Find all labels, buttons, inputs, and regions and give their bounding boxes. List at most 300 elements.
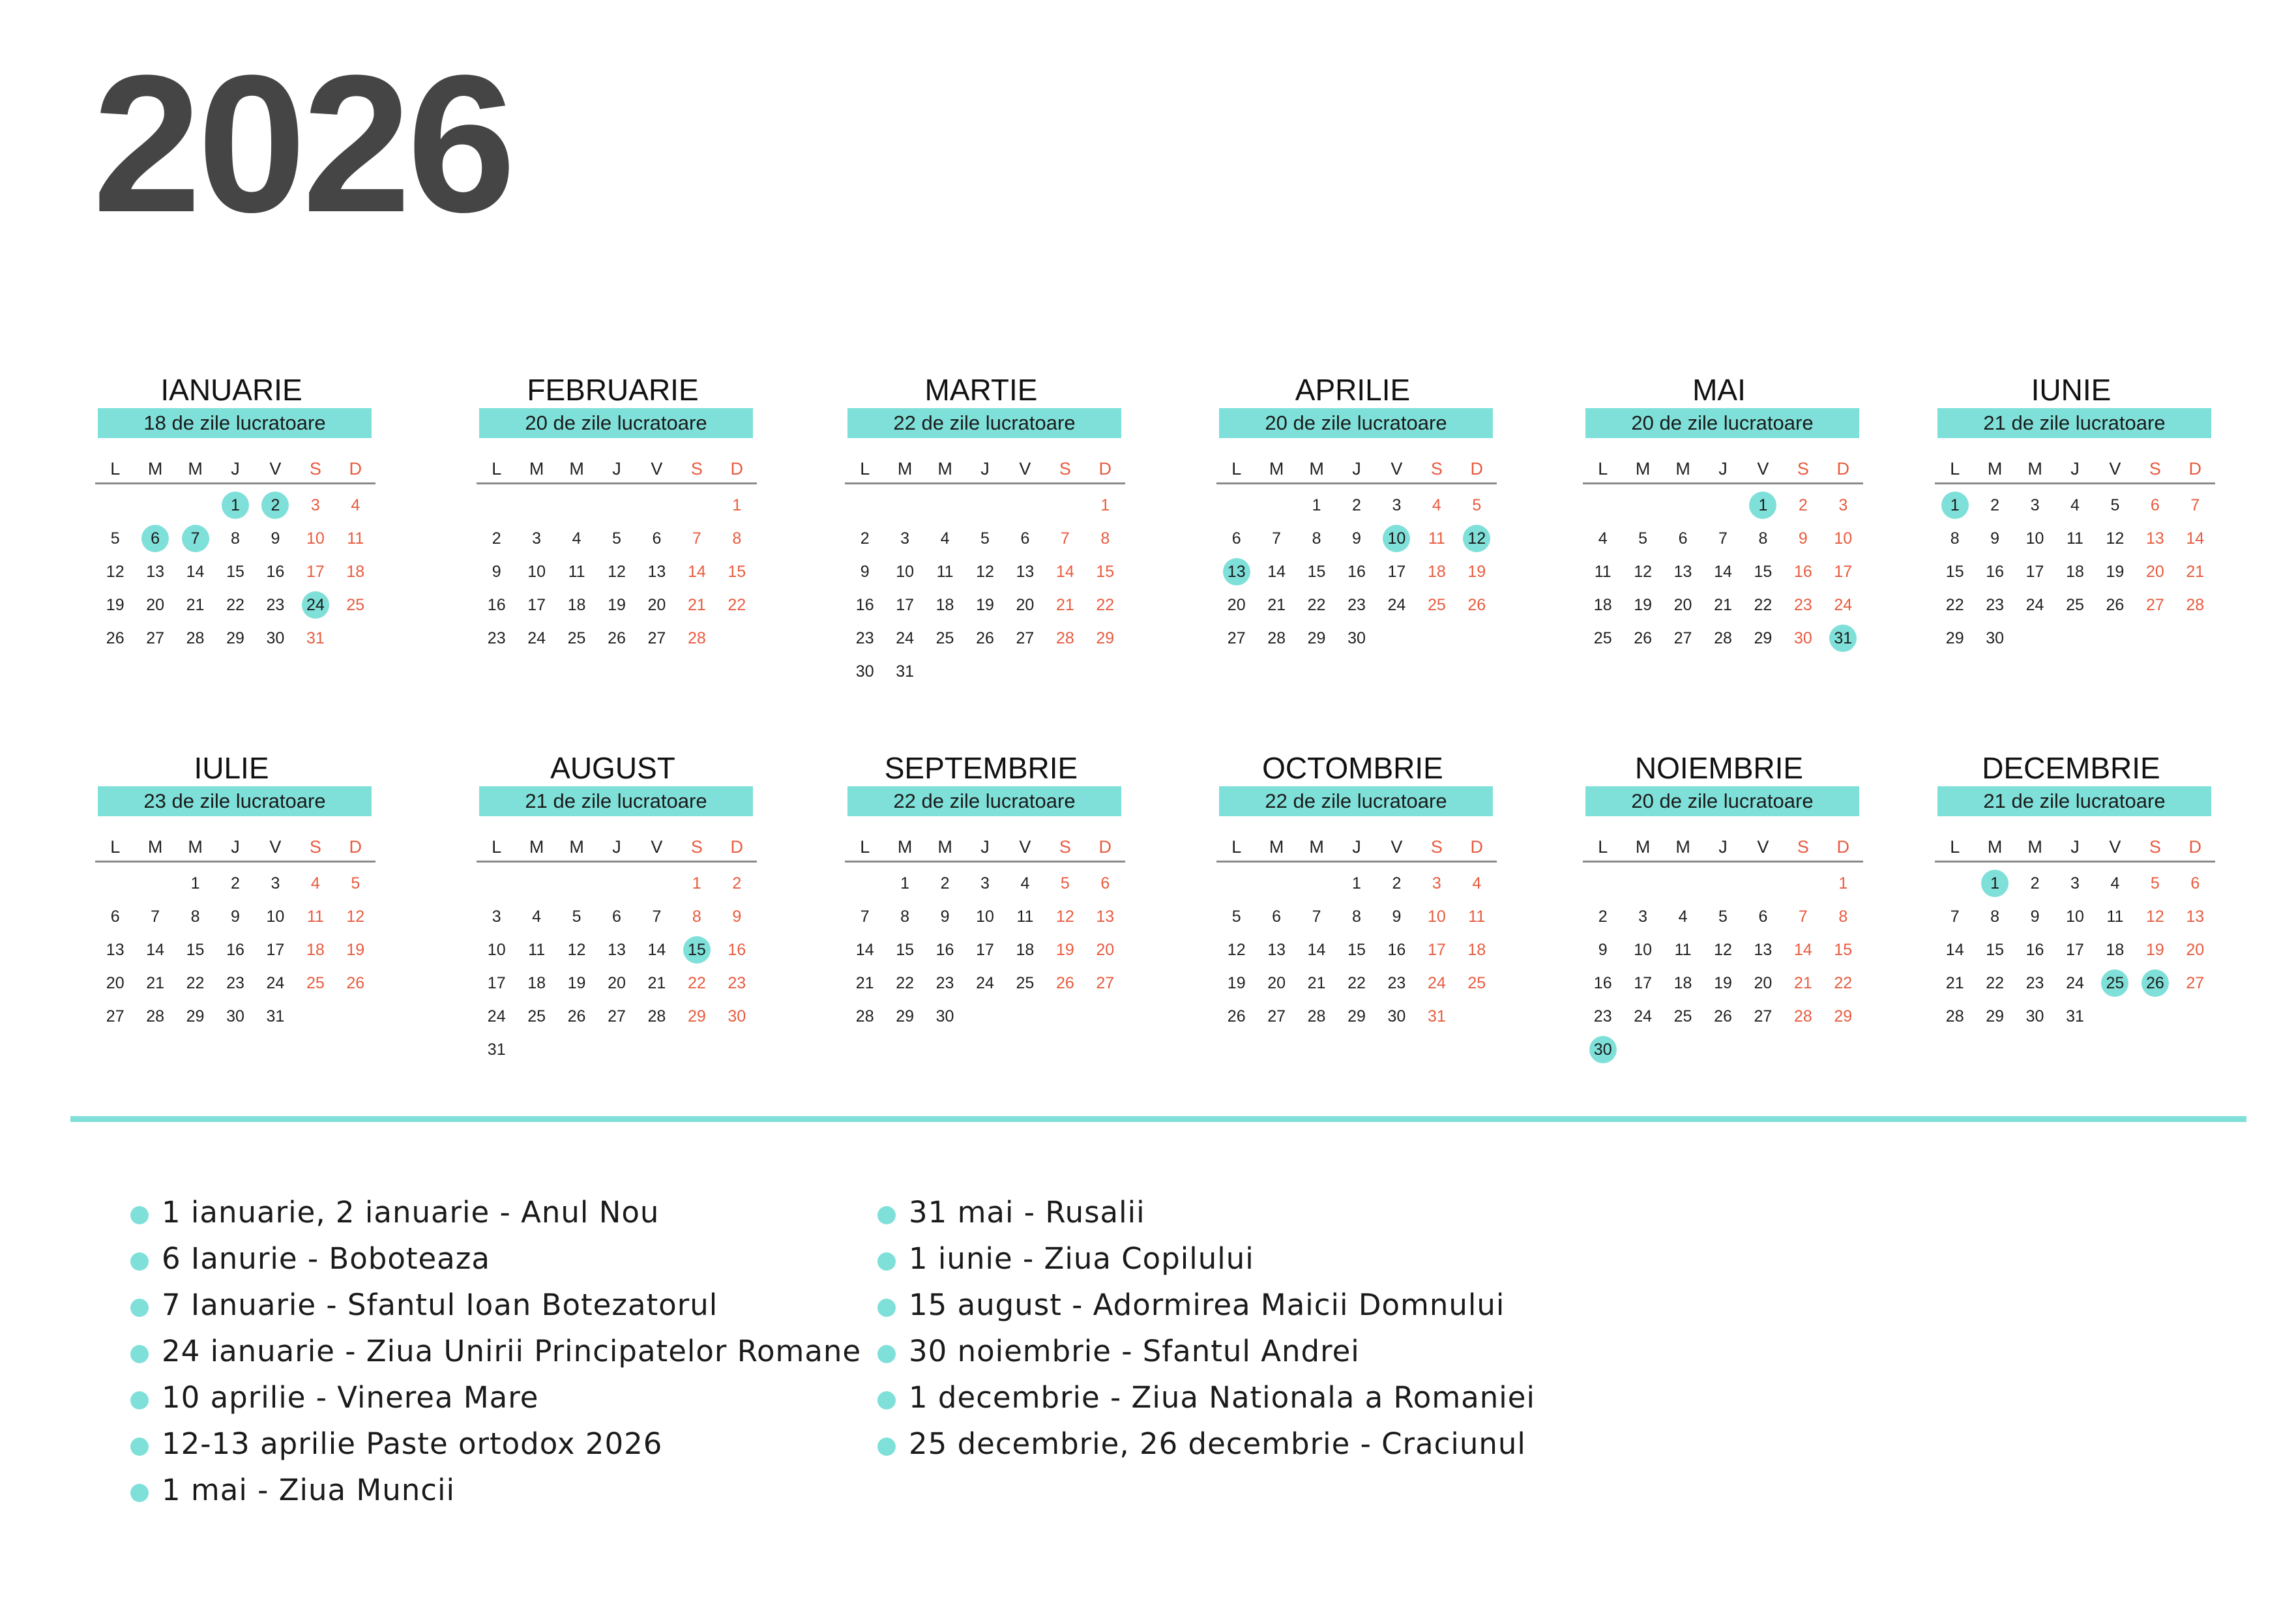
weekday-label: L [492, 837, 502, 857]
day-cell: 5 [2150, 874, 2160, 893]
weekday-label: M [2027, 837, 2042, 857]
day-cell: 6 [1020, 529, 1030, 548]
day-cell: 24 [1427, 973, 1446, 992]
day-cell: 30 [266, 628, 285, 647]
workdays-badge: 20 de zile lucratoare [1219, 408, 1493, 438]
empty-cell [1583, 866, 1623, 900]
weekday-label: S [690, 837, 703, 857]
day-cell: 26 [976, 628, 994, 647]
day-cell: 24 [1634, 1007, 1653, 1026]
day-cell: 27 [1754, 1007, 1773, 1026]
day-cell: 29 [226, 628, 244, 647]
empty-cell [1743, 866, 1783, 900]
weekday-label: M [188, 459, 203, 479]
day-cell: 24 [2066, 973, 2084, 992]
day-cell: 15 [1754, 562, 1773, 581]
day-cell: 2 [231, 874, 240, 893]
weekday-label: S [1059, 837, 1071, 857]
day-cell: 17 [976, 940, 994, 959]
day-cell: 13 [1754, 940, 1773, 959]
day-cell: 20 [608, 973, 626, 992]
weekday-label: D [1470, 459, 1484, 479]
weekday-label: D [349, 837, 362, 857]
day-cell: 4 [310, 874, 320, 893]
day-cell: 3 [310, 495, 320, 514]
day-cell: 31 [487, 1040, 506, 1059]
day-cell: 25 [306, 973, 325, 992]
day-cell: 19 [567, 973, 586, 992]
day-cell: 12 [976, 562, 994, 581]
weekday-label: M [1635, 837, 1651, 857]
weekday-label: S [1797, 837, 1809, 857]
empty-cell [1663, 488, 1703, 522]
day-cell: 12 [106, 562, 125, 581]
day-cell: 20 [146, 595, 165, 614]
day-cell: 30 [935, 1007, 954, 1026]
workdays-badge: 22 de zile lucratoare [847, 786, 1121, 816]
day-cell: 24 [1387, 595, 1406, 614]
day-cell: 20 [1267, 973, 1286, 992]
day-cell: 5 [612, 529, 621, 548]
month-iulie [91, 750, 378, 1033]
day-cell: 17 [1634, 973, 1653, 992]
day-cell: 13 [1673, 562, 1692, 581]
weekday-label: J [2070, 459, 2080, 479]
weekday-label: J [1352, 837, 1361, 857]
day-cell: 10 [266, 907, 285, 926]
day-cell: 8 [1758, 529, 1768, 548]
empty-cell [596, 866, 636, 900]
day-cell: 17 [1387, 562, 1406, 581]
day-cell: 3 [271, 874, 280, 893]
day-cell: 16 [1793, 562, 1812, 581]
weekday-label: M [569, 837, 584, 857]
day-cell: 17 [527, 595, 546, 614]
day-cell: 22 [1096, 595, 1115, 614]
weekday-label: M [529, 837, 544, 857]
day-cell: 12 [608, 562, 626, 581]
day-cell: 18 [1427, 562, 1446, 581]
day-cell: 7 [1718, 529, 1728, 548]
day-cell: 30 [226, 1007, 244, 1026]
month-name: OCTOMBRIE [1262, 751, 1443, 785]
empty-cell [477, 488, 516, 522]
day-cell: 8 [190, 907, 200, 926]
day-cell: 8 [1100, 529, 1110, 548]
month-mai [1579, 372, 1866, 655]
day-cell: 4 [1598, 529, 1608, 548]
day-cell: 26 [1055, 973, 1074, 992]
empty-cell [557, 488, 596, 522]
day-cell: 20 [647, 595, 666, 614]
days-grid [95, 866, 375, 1033]
day-cell: 3 [1638, 907, 1648, 926]
day-cell: 27 [2186, 973, 2205, 992]
day-cell: 27 [1267, 1007, 1286, 1026]
day-cell: 23 [226, 973, 244, 992]
day-cell: 5 [1231, 907, 1241, 926]
day-cell: 11 [528, 940, 546, 959]
day-cell: 15 [1986, 940, 2005, 959]
day-cell: 9 [1798, 529, 1808, 548]
day-cell: 25 [2066, 595, 2084, 614]
day-cell: 4 [940, 529, 950, 548]
empty-cell [516, 866, 556, 900]
day-cell: 6 [1678, 529, 1688, 548]
empty-cell [845, 488, 885, 522]
holiday-day: 30 [1583, 1033, 1623, 1066]
day-cell: 14 [1714, 562, 1732, 581]
day-cell: 8 [1312, 529, 1321, 548]
day-cell: 17 [2066, 940, 2084, 959]
weekday-label: M [1675, 459, 1690, 479]
holiday-day: 1 [1975, 866, 2014, 900]
empty-cell [885, 488, 924, 522]
day-cell: 21 [687, 595, 706, 614]
day-cell: 20 [1096, 940, 1115, 959]
day-cell: 12 [1055, 907, 1074, 926]
day-cell: 5 [1472, 495, 1482, 514]
day-cell: 22 [226, 595, 244, 614]
day-cell: 29 [1307, 628, 1326, 647]
day-cell: 18 [527, 973, 546, 992]
day-cell: 19 [1227, 973, 1246, 992]
day-cell: 28 [1793, 1007, 1812, 1026]
day-cell: 6 [1231, 529, 1241, 548]
day-cell: 25 [567, 628, 586, 647]
workdays-badge: 23 de zile lucratoare [98, 786, 372, 816]
weekday-header [1216, 833, 1497, 863]
day-cell: 2 [860, 529, 870, 548]
weekday-label: S [1430, 459, 1443, 479]
day-cell: 7 [1312, 907, 1321, 926]
day-cell: 13 [647, 562, 666, 581]
holiday-list-left [130, 1193, 861, 1517]
weekday-label: D [730, 459, 744, 479]
day-cell: 30 [855, 662, 874, 681]
day-cell: 10 [2025, 529, 2044, 548]
day-cell: 17 [487, 973, 506, 992]
month-name: DECEMBRIE [1982, 751, 2160, 785]
day-cell: 9 [1352, 529, 1361, 548]
day-cell: 3 [1432, 874, 1441, 893]
day-cell: 2 [492, 529, 501, 548]
weekday-label: S [1059, 459, 1071, 479]
day-cell: 28 [1267, 628, 1286, 647]
day-cell: 21 [2186, 562, 2205, 581]
day-cell: 26 [106, 628, 125, 647]
day-cell: 27 [1227, 628, 1246, 647]
day-cell: 23 [1387, 973, 1406, 992]
weekday-header [95, 833, 375, 863]
holiday-day: 1 [1743, 488, 1783, 522]
weekday-label: V [1757, 459, 1769, 479]
day-cell: 29 [1945, 628, 1964, 647]
weekday-header [1583, 455, 1863, 484]
day-cell: 31 [266, 1007, 285, 1026]
weekday-label: L [860, 837, 870, 857]
weekday-label: S [1430, 837, 1443, 857]
holiday-item: 31 mai - Rusalii [877, 1193, 1535, 1239]
day-cell: 19 [346, 940, 365, 959]
holiday-item: 12-13 aprilie Paste ortodox 2026 [130, 1425, 861, 1471]
workdays-badge: 22 de zile lucratoare [1219, 786, 1493, 816]
day-cell: 22 [1347, 973, 1366, 992]
holiday-item: 24 ianuarie - Ziua Unirii Principatelor Romane [130, 1332, 861, 1378]
weekday-label: D [349, 459, 362, 479]
day-cell: 12 [2145, 907, 2164, 926]
month-decembrie [1931, 750, 2218, 1033]
day-cell: 25 [527, 1007, 546, 1026]
day-cell: 9 [2030, 907, 2040, 926]
day-cell: 23 [728, 973, 746, 992]
day-cell: 28 [647, 1007, 666, 1026]
day-cell: 16 [266, 562, 285, 581]
days-grid [845, 866, 1125, 1033]
day-cell: 28 [186, 628, 205, 647]
day-cell: 10 [1634, 940, 1653, 959]
day-cell: 21 [1267, 595, 1286, 614]
empty-cell [1005, 488, 1045, 522]
holiday-day: 31 [1823, 621, 1863, 655]
weekday-header [1935, 833, 2215, 863]
day-cell: 26 [608, 628, 626, 647]
weekday-label: M [1987, 459, 2003, 479]
day-cell: 8 [231, 529, 240, 548]
day-cell: 30 [1347, 628, 1366, 647]
month-name: IULIE [194, 751, 269, 785]
day-cell: 7 [1798, 907, 1808, 926]
days-grid [1583, 866, 1863, 1066]
day-cell: 17 [2025, 562, 2044, 581]
empty-cell [95, 866, 135, 900]
day-cell: 12 [567, 940, 586, 959]
day-cell: 14 [1055, 562, 1074, 581]
day-cell: 22 [728, 595, 746, 614]
weekday-label: J [231, 837, 240, 857]
day-cell: 16 [226, 940, 244, 959]
day-cell: 25 [935, 628, 954, 647]
day-cell: 24 [527, 628, 546, 647]
day-cell: 2 [2030, 874, 2040, 893]
weekday-label: L [860, 459, 870, 479]
weekday-label: M [897, 837, 913, 857]
weekday-label: V [269, 837, 282, 857]
workdays-badge: 21 de zile lucratoare [1937, 408, 2211, 438]
day-cell: 18 [1467, 940, 1486, 959]
weekday-label: S [2149, 459, 2161, 479]
weekday-label: D [2188, 837, 2202, 857]
day-cell: 26 [567, 1007, 586, 1026]
holiday-item: 6 Ianurie - Boboteaza [130, 1239, 861, 1286]
day-cell: 15 [1347, 940, 1366, 959]
day-cell: 16 [1593, 973, 1612, 992]
weekday-label: V [651, 837, 663, 857]
day-cell: 22 [896, 973, 915, 992]
day-cell: 21 [1307, 973, 1326, 992]
weekday-label: V [1391, 837, 1403, 857]
holiday-day: 10 [1377, 522, 1417, 555]
day-cell: 3 [900, 529, 910, 548]
weekday-label: M [1269, 459, 1284, 479]
day-cell: 29 [1754, 628, 1773, 647]
day-cell: 14 [1267, 562, 1286, 581]
day-cell: 29 [186, 1007, 205, 1026]
day-cell: 1 [900, 874, 910, 893]
day-cell: 13 [2145, 529, 2164, 548]
weekday-label: S [690, 459, 703, 479]
day-cell: 18 [1673, 973, 1692, 992]
year-title: 2026 [93, 34, 512, 253]
day-cell: 18 [1016, 940, 1035, 959]
empty-cell [677, 488, 716, 522]
day-cell: 1 [692, 874, 701, 893]
day-cell: 15 [1096, 562, 1115, 581]
weekday-header [1216, 455, 1497, 484]
day-cell: 9 [940, 907, 950, 926]
day-cell: 3 [1838, 495, 1848, 514]
weekday-label: M [1675, 837, 1690, 857]
holiday-day: 25 [2095, 966, 2135, 999]
day-cell: 27 [1016, 628, 1035, 647]
day-cell: 28 [1307, 1007, 1326, 1026]
day-cell: 13 [106, 940, 125, 959]
divider-line [70, 1116, 2246, 1122]
day-cell: 28 [855, 1007, 874, 1026]
holiday-day: 24 [295, 588, 335, 621]
weekday-label: L [1598, 837, 1608, 857]
day-cell: 13 [146, 562, 165, 581]
month-name: SEPTEMBRIE [884, 751, 1078, 785]
day-cell: 7 [1060, 529, 1070, 548]
day-cell: 17 [266, 940, 285, 959]
day-cell: 4 [2070, 495, 2080, 514]
day-cell: 9 [271, 529, 280, 548]
day-cell: 6 [2190, 874, 2200, 893]
day-cell: 12 [1634, 562, 1653, 581]
day-cell: 30 [2025, 1007, 2044, 1026]
day-cell: 3 [980, 874, 990, 893]
empty-cell [1583, 488, 1623, 522]
day-cell: 26 [1227, 1007, 1246, 1026]
holiday-day: 12 [1457, 522, 1497, 555]
day-cell: 16 [2025, 940, 2044, 959]
day-cell: 23 [2025, 973, 2044, 992]
day-cell: 20 [2186, 940, 2205, 959]
weekday-label: V [651, 459, 663, 479]
day-cell: 23 [935, 973, 954, 992]
day-cell: 8 [1838, 907, 1848, 926]
empty-cell [965, 488, 1005, 522]
day-cell: 6 [612, 907, 621, 926]
month-februarie [473, 372, 759, 655]
workdays-badge: 20 de zile lucratoare [1585, 786, 1859, 816]
day-cell: 26 [1634, 628, 1653, 647]
empty-cell [845, 866, 885, 900]
holiday-day: 7 [175, 522, 215, 555]
holiday-list-right [877, 1193, 1535, 1471]
day-cell: 24 [487, 1007, 506, 1026]
day-cell: 21 [1793, 973, 1812, 992]
day-cell: 18 [935, 595, 954, 614]
day-cell: 21 [1714, 595, 1732, 614]
empty-cell [637, 866, 677, 900]
day-cell: 10 [976, 907, 994, 926]
day-cell: 15 [1834, 940, 1853, 959]
day-cell: 11 [1428, 529, 1445, 548]
day-cell: 13 [1267, 940, 1286, 959]
day-cell: 15 [226, 562, 244, 581]
day-cell: 28 [146, 1007, 165, 1026]
holiday-day: 1 [1935, 488, 1975, 522]
day-cell: 25 [1016, 973, 1035, 992]
day-cell: 21 [186, 595, 205, 614]
holiday-item: 1 iunie - Ziua Copilului [877, 1239, 1535, 1286]
day-cell: 18 [1593, 595, 1612, 614]
day-cell: 2 [940, 874, 950, 893]
day-cell: 5 [572, 907, 581, 926]
days-grid [1216, 488, 1497, 655]
day-cell: 17 [306, 562, 325, 581]
empty-cell [1256, 488, 1296, 522]
weekday-header [845, 833, 1125, 863]
day-cell: 15 [1945, 562, 1964, 581]
day-cell: 14 [647, 940, 666, 959]
day-cell: 20 [2145, 562, 2164, 581]
weekday-label: L [1950, 459, 1960, 479]
weekday-header [477, 833, 757, 863]
day-cell: 19 [106, 595, 125, 614]
day-cell: 14 [2186, 529, 2205, 548]
day-cell: 9 [231, 907, 240, 926]
empty-cell [1297, 866, 1336, 900]
day-cell: 8 [1990, 907, 2000, 926]
weekday-label: D [1098, 459, 1112, 479]
holiday-day: 2 [256, 488, 295, 522]
day-cell: 28 [1055, 628, 1074, 647]
month-name: AUGUST [550, 751, 675, 785]
month-octombrie [1213, 750, 1499, 1033]
weekday-label: J [1352, 459, 1361, 479]
empty-cell [1703, 488, 1743, 522]
day-cell: 26 [2106, 595, 2125, 614]
day-cell: 29 [1096, 628, 1115, 647]
weekday-label: V [2109, 837, 2121, 857]
day-cell: 11 [2067, 529, 2083, 548]
day-cell: 26 [346, 973, 365, 992]
day-cell: 2 [1392, 874, 1402, 893]
weekday-label: M [529, 459, 544, 479]
day-cell: 27 [106, 1007, 125, 1026]
day-cell: 22 [1945, 595, 1964, 614]
month-noiembrie [1579, 750, 1866, 1066]
empty-cell [1216, 488, 1256, 522]
weekday-label: M [569, 459, 584, 479]
day-cell: 8 [1352, 907, 1361, 926]
empty-cell [1783, 866, 1823, 900]
weekday-label: L [1231, 837, 1242, 857]
day-cell: 29 [1986, 1007, 2005, 1026]
day-cell: 3 [492, 907, 501, 926]
day-cell: 9 [1392, 907, 1402, 926]
days-grid [845, 488, 1125, 688]
day-cell: 8 [1950, 529, 1960, 548]
empty-cell [135, 488, 175, 522]
day-cell: 16 [1986, 562, 2005, 581]
day-cell: 3 [1392, 495, 1402, 514]
day-cell: 20 [1673, 595, 1692, 614]
day-cell: 13 [1016, 562, 1035, 581]
